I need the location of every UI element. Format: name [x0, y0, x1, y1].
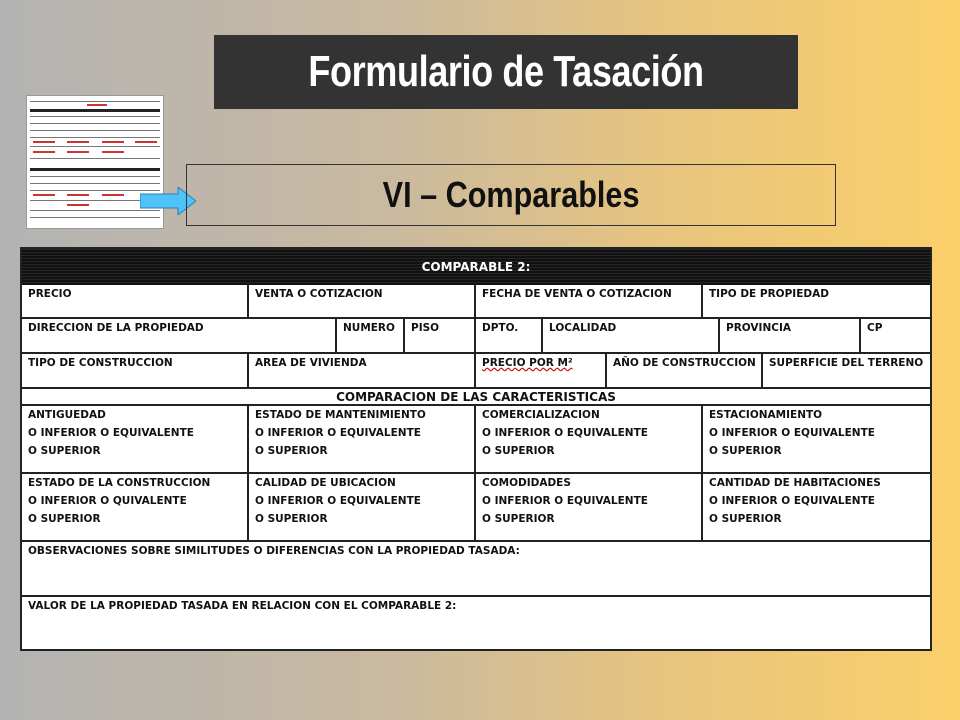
feature-label: COMERCIALIZACION: [482, 409, 600, 421]
field-piso[interactable]: [405, 319, 476, 354]
feature-comercializacion: [476, 406, 703, 474]
feature-label: CALIDAD DE UBICACION: [255, 477, 396, 489]
field-numero[interactable]: [337, 319, 405, 354]
radio-option-inferior[interactable]: O INFERIOR O EQUIVALENTE: [482, 495, 648, 507]
field-label: AÑO DE CONSTRUCCION: [613, 357, 756, 369]
field-area-vivienda[interactable]: [249, 354, 476, 389]
radio-option-superior[interactable]: O SUPERIOR: [28, 445, 101, 457]
radio-option-inferior[interactable]: O INFERIOR O EQUIVALENTE: [709, 495, 875, 507]
field-label: DIRECCION DE LA PROPIEDAD: [28, 322, 204, 334]
field-label: PRECIO: [28, 288, 72, 300]
feature-label: ESTADO DE MANTENIMIENTO: [255, 409, 426, 421]
feature-label: ANTIGUEDAD: [28, 409, 106, 421]
field-venta-cotizacion[interactable]: [249, 285, 476, 319]
field-tipo-construccion[interactable]: [22, 354, 249, 389]
field-label: OBSERVACIONES SOBRE SIMILITUDES O DIFERENCIAS CON LA PROPIEDAD TASADA:: [28, 545, 520, 557]
field-label: TIPO DE PROPIEDAD: [709, 288, 829, 300]
radio-option-superior[interactable]: O SUPERIOR: [482, 445, 555, 457]
feature-comodidades: [476, 474, 703, 542]
radio-option-inferior[interactable]: O INFERIOR O EQUIVALENTE: [255, 495, 421, 507]
field-ano-construccion[interactable]: [607, 354, 763, 389]
field-provincia[interactable]: [720, 319, 861, 354]
comparable-form: [20, 247, 932, 651]
radio-option-superior[interactable]: O SUPERIOR: [709, 513, 782, 525]
field-cp[interactable]: [861, 319, 930, 354]
field-label: PROVINCIA: [726, 322, 791, 334]
feature-label: ESTACIONAMIENTO: [709, 409, 823, 421]
form-header: COMPARABLE 2:: [22, 249, 930, 285]
radio-option-inferior[interactable]: O INFERIOR O EQUIVALENTE: [482, 427, 648, 439]
feature-label: ESTADO DE LA CONSTRUCCION: [28, 477, 211, 489]
feature-antiguedad: [22, 406, 249, 474]
field-label: PISO: [411, 322, 440, 334]
field-label: CP: [867, 322, 883, 334]
feature-calidad-ubicacion: [249, 474, 476, 542]
feature-estado-mantenimiento: [249, 406, 476, 474]
field-observaciones[interactable]: [22, 542, 930, 597]
feature-estado-construccion: [22, 474, 249, 542]
radio-option-inferior[interactable]: O INFERIOR O EQUIVALENTE: [28, 427, 194, 439]
comparison-title: COMPARACION DE LAS CARACTERISTICAS: [22, 389, 930, 406]
feature-cantidad-habitaciones: [703, 474, 930, 542]
field-label: VENTA O COTIZACION: [255, 288, 383, 300]
field-fecha[interactable]: [476, 285, 703, 319]
radio-option-superior[interactable]: O SUPERIOR: [28, 513, 101, 525]
field-label: SUPERFICIE DEL TERRENO: [769, 357, 924, 369]
feature-label: COMODIDADES: [482, 477, 571, 489]
field-dpto[interactable]: [476, 319, 543, 354]
section-subtitle-text: VI – Comparables: [382, 174, 640, 215]
field-label: TIPO DE CONSTRUCCION: [28, 357, 173, 369]
radio-option-inferior[interactable]: O INFERIOR O EQUIVALENTE: [709, 427, 875, 439]
feature-label: CANTIDAD DE HABITACIONES: [709, 477, 881, 489]
field-label: DPTO.: [482, 322, 519, 334]
field-superficie-terreno[interactable]: [763, 354, 930, 389]
field-tipo-propiedad[interactable]: [703, 285, 930, 319]
radio-option-superior[interactable]: O SUPERIOR: [482, 513, 555, 525]
radio-option-superior[interactable]: O SUPERIOR: [709, 445, 782, 457]
field-label: NUMERO: [343, 322, 395, 334]
radio-option-inferior[interactable]: O INFERIOR O EQUIVALENTE: [255, 427, 421, 439]
slide-title: [214, 35, 798, 109]
field-label: AREA DE VIVIENDA: [255, 357, 367, 369]
field-label: VALOR DE LA PROPIEDAD TASADA EN RELACION CON EL COMPARABLE 2:: [28, 600, 457, 612]
radio-option-inferior[interactable]: O INFERIOR O QUIVALENTE: [28, 495, 187, 507]
slide-title-text: Formulario de Tasación: [308, 47, 704, 96]
radio-option-superior[interactable]: O SUPERIOR: [255, 513, 328, 525]
field-precio-m2[interactable]: [476, 354, 607, 389]
field-label: LOCALIDAD: [549, 322, 617, 334]
field-localidad[interactable]: [543, 319, 720, 354]
field-label: PRECIO POR M²: [482, 357, 573, 369]
field-label: FECHA DE VENTA O COTIZACION: [482, 288, 672, 300]
field-valor-tasada[interactable]: [22, 597, 930, 649]
field-precio[interactable]: [22, 285, 249, 319]
field-direccion[interactable]: [22, 319, 337, 354]
radio-option-superior[interactable]: O SUPERIOR: [255, 445, 328, 457]
feature-estacionamiento: [703, 406, 930, 474]
section-subtitle: [186, 164, 836, 226]
